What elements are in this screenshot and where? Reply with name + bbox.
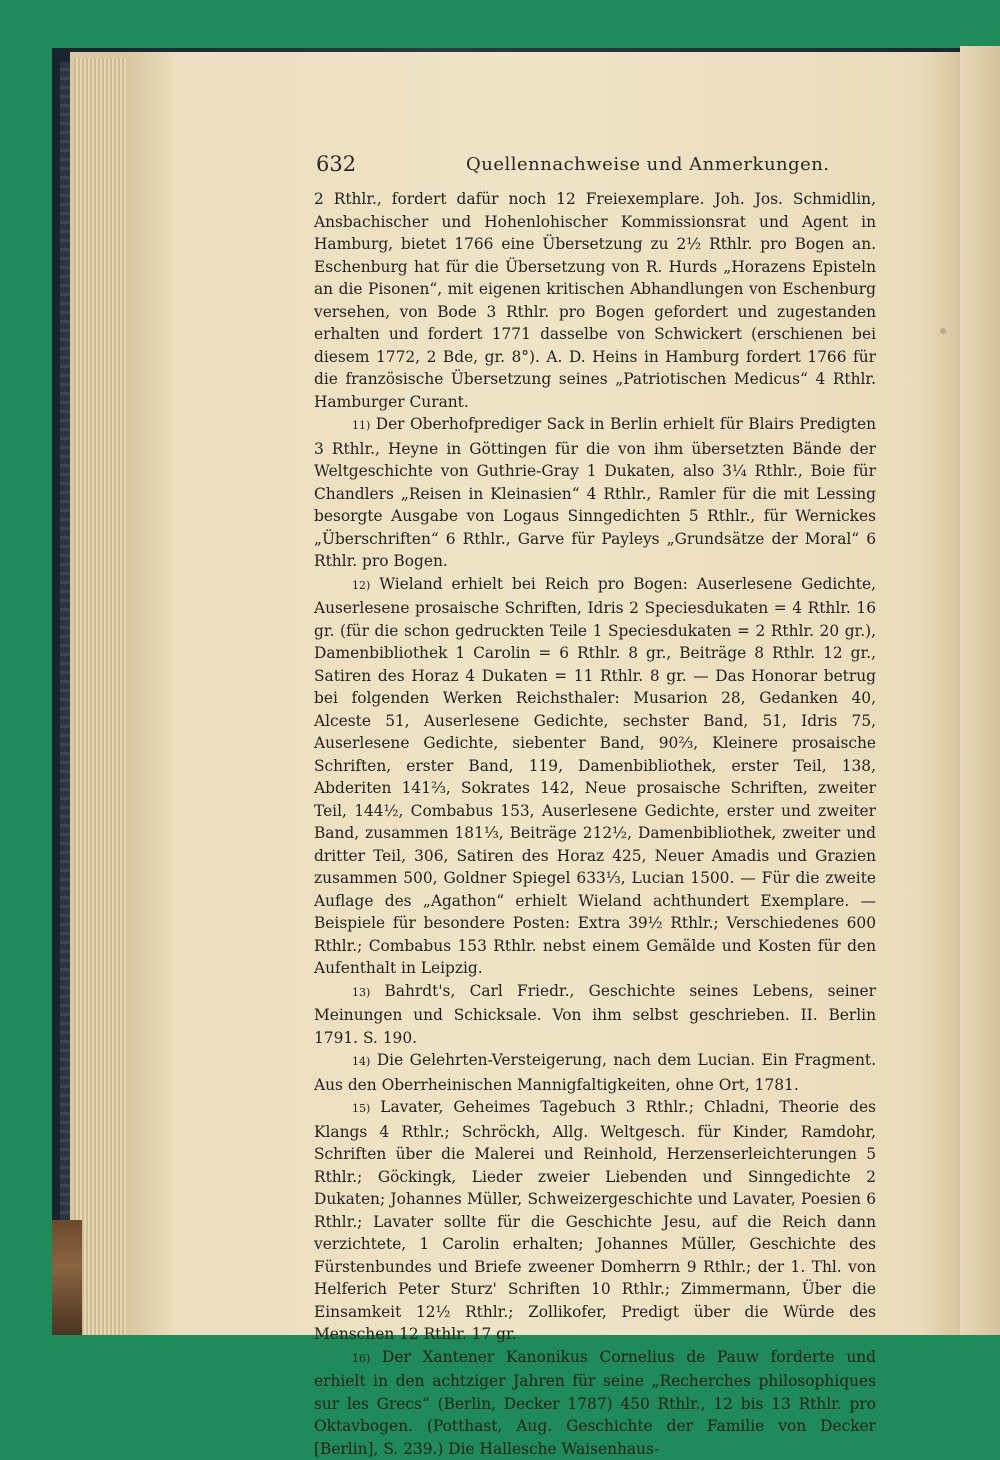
footnote-14 bbox=[314, 1049, 876, 1096]
page-header bbox=[316, 152, 878, 182]
paragraph-text: 2 Rthlr., fordert dafür noch 12 Freiexemplare. Joh. Jos. Schmidlin, Ansbachischer und Hohenlohischer Kommissionsrat und Agent in Hamburg, bietet 1766 eine Übersetzung zu 2½ Rthlr. pro Bogen an. Eschenburg hat für die Übersetzung von R. Hurds „Horazens Episteln an die Pisonen“, mit eigenen kritischen Abhandlungen von Eschenburg versehen, von Bode 3 Rthlr. pro Bogen gefordert und zugestanden erhalten und fordert 1771 dasselbe von Schwickert (erschienen bei diesem 1772, 2 Bde, gr. 8°). A. D. Heins in Hamburg fordert 1766 für die französische Übersetzung seines „Patriotischen Medicus“ 4 Rthlr. Hamburger Curant. bbox=[314, 190, 876, 411]
footnote-12 bbox=[314, 573, 876, 980]
footnote-number: 12) bbox=[352, 579, 370, 592]
footnote-text: Der Xantener Kanonikus Cornelius de Pauw forderte und erhielt in den achtziger Jahren für seine „Recherches philosophiques sur les Grecs“ (Berlin, Decker 1787) 450 Rthlr., 12 bis 13 Rthlr. pro Oktavbogen. (Potthast, Aug. Geschichte der Familie von Decker [Berlin], S. 239.) Die Hallesche Waisenhaus- bbox=[314, 1348, 876, 1458]
footnote-number: 11) bbox=[352, 419, 370, 432]
footnote-number: 13) bbox=[352, 986, 370, 999]
worn-cover-corner bbox=[52, 1220, 82, 1335]
footnote-text: Der Oberhofprediger Sack in Berlin erhielt für Blairs Predigten 3 Rthlr., Heyne in Göttingen für die von ihm übersetzten Bände der Weltgeschichte von Guthrie-Gray 1 Dukaten, also 3¼ Rthlr., Boie für Chandlers „Reisen in Kleinasien“ 4 Rthlr., Ramler für die mit Lessing besorgte Ausgabe von Logaus Sinngedichten 5 Rthlr., für Wernickes „Überschriften“ 6 Rthlr., Garve für Payleys „Grundsätze der Moral“ 6 Rthlr. pro Bogen. bbox=[314, 415, 876, 570]
footnote-11 bbox=[314, 413, 876, 573]
paper-spot bbox=[940, 328, 946, 334]
page-stack-edges bbox=[74, 58, 126, 1335]
footnote-15 bbox=[314, 1096, 876, 1346]
footnote-number: 16) bbox=[352, 1352, 370, 1365]
footnote-16 bbox=[314, 1346, 876, 1460]
running-title: Quellennachweise und Anmerkungen. bbox=[466, 154, 830, 175]
body-text bbox=[314, 188, 876, 1460]
footnote-13 bbox=[314, 980, 876, 1050]
footnote-text: Wieland erhielt bei Reich pro Bogen: Auserlesene Gedichte, Auserlesene prosaische Schriften, Idris 2 Speciesdukaten = 4 Rthlr. 16 gr. (für die schon gedruckten Teile 1 Speciesdukaten = 2 Rthlr. 20 gr.), Damenbibliothek 1 Carolin = 6 Rthlr. 8 gr., Beiträge 8 Rthlr. 12 gr., Satiren des Horaz 4 Dukaten = 11 Rthlr. 8 gr. — Das Honorar betrug bei folgenden Werken Reichsthaler: Musarion 28, Gedanken 40, Alceste 51, Auserlesene Gedichte, sechster Band, 51, Idris 75, Auserlesene Gedichte, siebenter Band, 90⅔, Kleinere prosaische Schriften, erster Band, 119, Damenbibliothek, erster Teil, 138, Abderiten 141⅔, Sokrates 142, Neue prosaische Schriften, zweiter Teil, 144½, Combabus 153, Auserlesene Gedichte, erster und zweiter Band, zusammen 181⅓, Beiträge 212½, Damenbibliothek, zweiter und dritter Teil, 306, Satiren des Horaz 425, Neuer Amadis und Grazien zusammen 500, Goldner Spiegel 633⅓, Lucian 1500. — Für die zweite Auflage des „Agathon“ erhielt Wieland achthundert Exemplare. — Beispiele für besondere Posten: Extra 39½ Rthlr.; Verschiedenes 600 Rthlr.; Combabus 153 Rthlr. nebst einem Gemälde und Kosten für den Aufenthalt in Leipzig. bbox=[314, 575, 876, 978]
footnote-text: Bahrdt's, Carl Friedr., Geschichte seines Lebens, seiner Meinungen und Schicksale. Von ihm selbst geschrieben. II. Berlin 1791. S. 190. bbox=[314, 982, 876, 1047]
footnote-number: 14) bbox=[352, 1055, 370, 1068]
footnote-number: 15) bbox=[352, 1102, 370, 1115]
footnote-text: Die Gelehrten-Versteigerung, nach dem Lucian. Ein Fragment. Aus den Oberrheinischen Mannigfaltigkeiten, ohne Ort, 1781. bbox=[314, 1051, 876, 1094]
facing-page-edge bbox=[960, 46, 1000, 1335]
page-number: 632 bbox=[316, 152, 356, 176]
paragraph-continuation bbox=[314, 188, 876, 413]
footnote-text: Lavater, Geheimes Tagebuch 3 Rthlr.; Chladni, Theorie des Klangs 4 Rthlr.; Schröckh, Allg. Weltgesch. für Kinder, Ramdohr, Schriften über die Malerei und Reinhold, Herzenserleichterungen 5 Rthlr.; Göckingk, Lieder zweier Liebenden und Sinngedichte 2 Dukaten; Johannes Müller, Schweizergeschichte und Lavater, Poesien 6 Rthlr.; Lavater sollte für die Geschichte Jesu, auf die Reich dann verzichtete, 1 Carolin erhalten; Johannes Müller, Geschichte des Fürstenbundes und Briefe zweener Domherrn 9 Rthlr.; der 1. Thl. von Helferich Peter Sturz' Schriften 10 Rthlr.; Zimmermann, Über die Einsamkeit 12½ Rthlr.; Zollikofer, Predigt über die Würde des Menschen 12 Rthlr. 17 gr. bbox=[314, 1098, 876, 1343]
